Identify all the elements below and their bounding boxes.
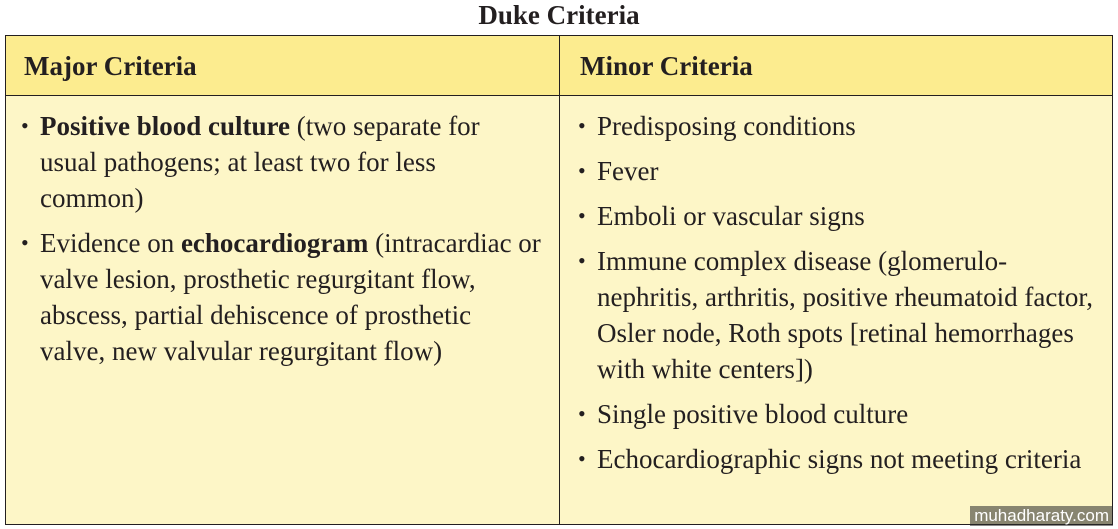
item-bold-text: Positive blood culture bbox=[40, 111, 291, 141]
minor-criteria-header: Minor Criteria bbox=[580, 51, 753, 81]
item-text: Emboli or vascular signs bbox=[597, 201, 865, 231]
bullet-icon: • bbox=[578, 203, 586, 228]
bullet-icon: • bbox=[578, 113, 586, 138]
item-text: (intracardiac or valve lesion, prosthetic regurgitant flow, abscess, partial dehiscence of prosthetic valve, new valvular regurgitant flow) bbox=[40, 228, 541, 366]
criteria-table bbox=[5, 35, 1113, 525]
item-text: Predisposing conditions bbox=[597, 111, 856, 141]
item-text: Immune complex disease (glomerulo-nephritis, arthritis, positive rheumatoid factor, Osler node, Roth spots [retinal hemorrhages with white centers]) bbox=[597, 246, 1094, 384]
bullet-icon: • bbox=[578, 248, 586, 273]
item-text: Single positive blood culture bbox=[597, 399, 909, 429]
item-bold-text: echocardiogram bbox=[180, 228, 369, 258]
item-text-prefix: Evidence on bbox=[40, 228, 181, 258]
item-text: Fever bbox=[597, 156, 659, 186]
list-item bbox=[578, 396, 1103, 432]
item-text: (two separate for usual pathogens; at least two for less common) bbox=[40, 111, 480, 213]
list-item bbox=[578, 441, 1103, 477]
list-item bbox=[21, 225, 541, 369]
major-criteria-header: Major Criteria bbox=[24, 51, 197, 81]
minor-criteria-list bbox=[578, 108, 1103, 486]
list-item bbox=[578, 108, 1103, 144]
list-item bbox=[21, 108, 541, 216]
bullet-icon: • bbox=[21, 230, 29, 255]
bullet-icon: • bbox=[21, 113, 29, 138]
list-item bbox=[578, 153, 1103, 189]
page-title: Duke Criteria bbox=[478, 0, 640, 30]
bullet-icon: • bbox=[578, 446, 586, 471]
item-text: Echocardiographic signs not meeting criteria bbox=[597, 444, 1082, 474]
list-item bbox=[578, 198, 1103, 234]
column-divider bbox=[559, 36, 560, 524]
bullet-icon: • bbox=[578, 401, 586, 426]
list-item bbox=[578, 243, 1103, 387]
watermark: muhadharaty.com bbox=[970, 506, 1113, 526]
major-criteria-list bbox=[21, 108, 541, 378]
bullet-icon: • bbox=[578, 158, 586, 183]
